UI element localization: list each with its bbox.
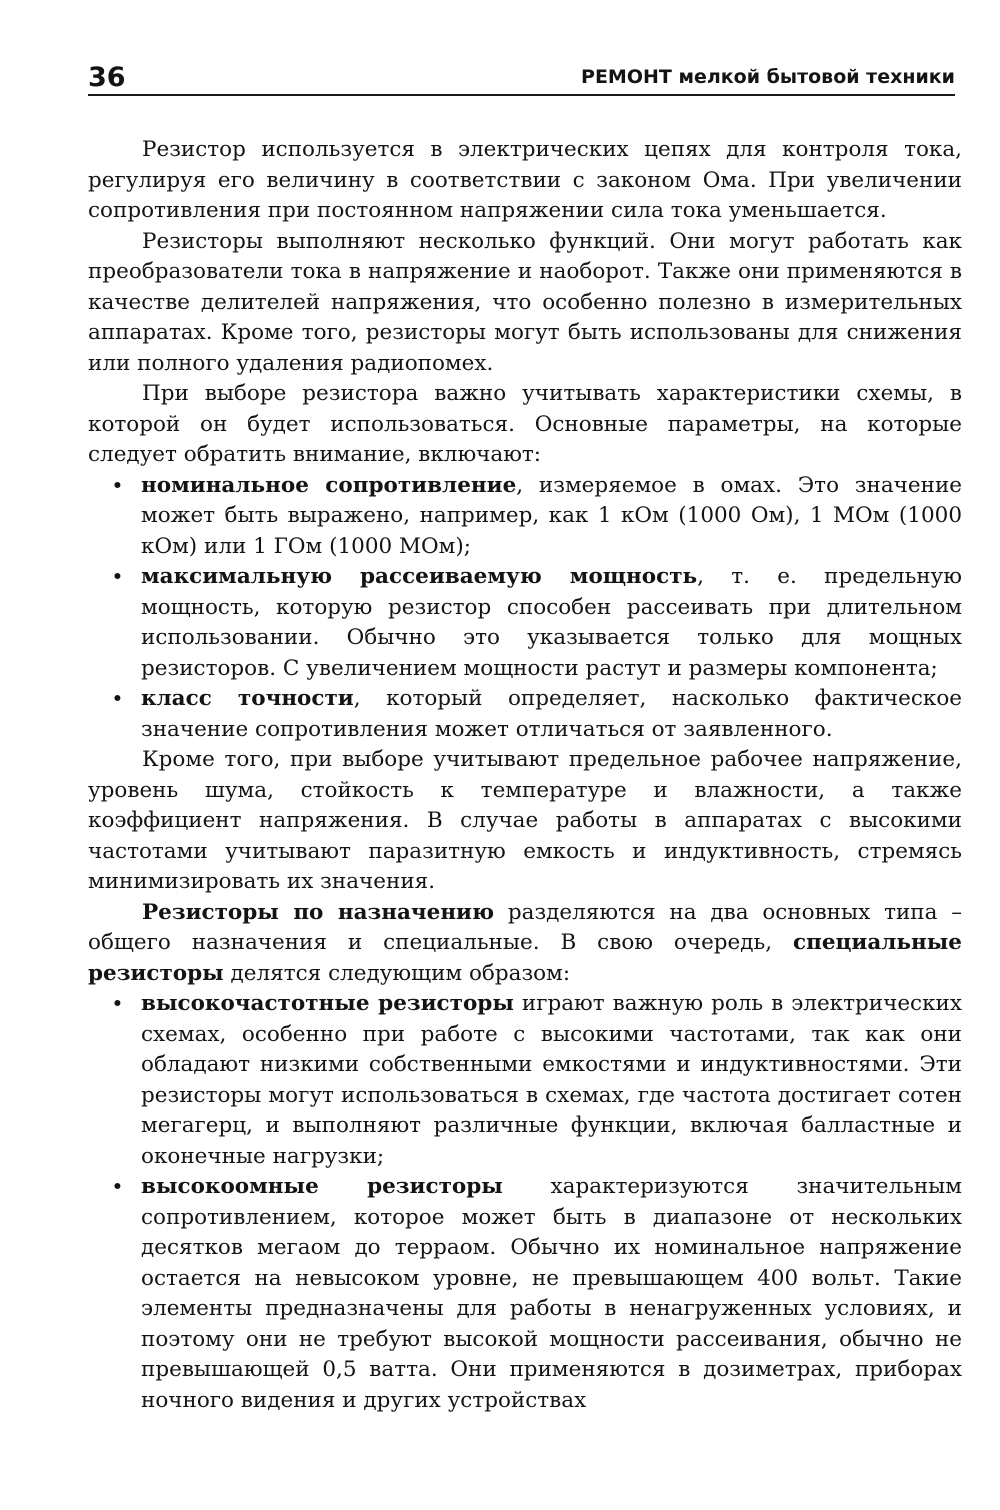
- paragraph-bold: специальные резисторы: [88, 930, 962, 986]
- list-item: [88, 989, 962, 1172]
- page-header: [88, 58, 955, 96]
- paragraph-text: разделяются на два основных типа – общего назначения и специальные. В свою очередь,: [88, 899, 962, 955]
- list-item: [88, 562, 962, 684]
- bullet-icon: •: [112, 994, 123, 1014]
- bullet-icon: •: [112, 689, 123, 709]
- list-item: [88, 684, 962, 745]
- list-item-term: класс точности: [141, 686, 354, 711]
- paragraph: Резистор используется в электрических цепях для контроля тока, регулируя его величину в соответствии с законом Ома. При увеличении сопротивления при постоянном напряжении сила тока уменьшается.: [88, 137, 962, 223]
- paragraph: [88, 898, 962, 990]
- paragraph-bold: Резисторы по назначению: [142, 899, 495, 925]
- bullet-icon: •: [112, 567, 123, 587]
- paragraph: При выборе резистора важно учитывать характеристики схемы, в которой он будет использоваться. Основные параметры, на которые следует обратить внимание, включают:: [88, 381, 962, 467]
- running-title: РЕМОНТ мелкой бытовой техники: [581, 66, 955, 88]
- bullet-icon: •: [112, 1177, 123, 1197]
- paragraph: Кроме того, при выборе учитывают предельное рабочее напряжение, уровень шума, стойкость к температуре и влажности, а также коэффициент напряжения. В случае работы в аппаратах с высокими частотами учитывают паразитную емкость и индуктивность, стремясь минимизировать их значения.: [88, 747, 962, 894]
- list-item-term: номинальное сопротивление: [141, 472, 517, 498]
- list-item-text: , т. е. предельную мощность, которую резистор способен рассеивать при длительном использовании. Обычно это указывается только для мощных резисторов. С увеличением мощности растут и размеры компонента;: [141, 564, 962, 681]
- list-item-term: высокочастотные резисторы: [141, 991, 514, 1016]
- list-item-term: высокоомные резисторы: [141, 1174, 503, 1199]
- list-item: [88, 471, 962, 563]
- special-resistors-list: [88, 989, 962, 1416]
- bullet-icon: •: [112, 475, 123, 496]
- page-number: 36: [88, 62, 126, 93]
- list-item-text: , который определяет, насколько фактическое значение сопротивления может отличаться от заявленного.: [141, 686, 963, 742]
- parameters-list: [88, 471, 962, 746]
- paragraph-text: делятся следующим образом:: [223, 960, 571, 986]
- list-item-text: характеризуются значительным сопротивлением, которое может быть в диапазоне от нескольких десятков мегаом до терраом. Обычно их номинальное напряжение остается на невысоком уровне, не превышающем 400 вольт. Такие элементы предназначены для работы в ненагруженных условиях, и поэтому они не требуют высокой мощности рассеивания, обычно не превышающей 0,5 ватта. Они применяются в дозиметрах, приборах ночного видения и других устройствах: [141, 1174, 963, 1413]
- paragraph: Резисторы выполняют несколько функций. Они могут работать как преобразователи тока в напряжение и наоборот. Также они применяются в качестве делителей напряжения, что особенно полезно в измерительных аппаратах. Кроме того, резисторы могут быть использованы для снижения или полного удаления радиопомех.: [88, 228, 962, 376]
- list-item-text: играют важную роль в электрических схемах, особенно при работе с высокими частотами, так как они обладают низкими собственными емкостями и индуктивностями. Эти резисторы могут использоваться в схемах, где частота достигает сотен мегагерц, и выполняют различные функции, включая балластные и оконечные нагрузки;: [141, 991, 962, 1169]
- list-item: [88, 1172, 962, 1416]
- page-body: [88, 135, 962, 1416]
- list-item-term: максимальную рассеиваемую мощность: [141, 564, 698, 589]
- list-item-text: , измеряемое в омах. Это значение может быть выражено, например, как 1 кОм (1000 Ом), 1 МОм (1000 кОм) или 1 ГОм (1000 МОм);: [141, 472, 963, 559]
